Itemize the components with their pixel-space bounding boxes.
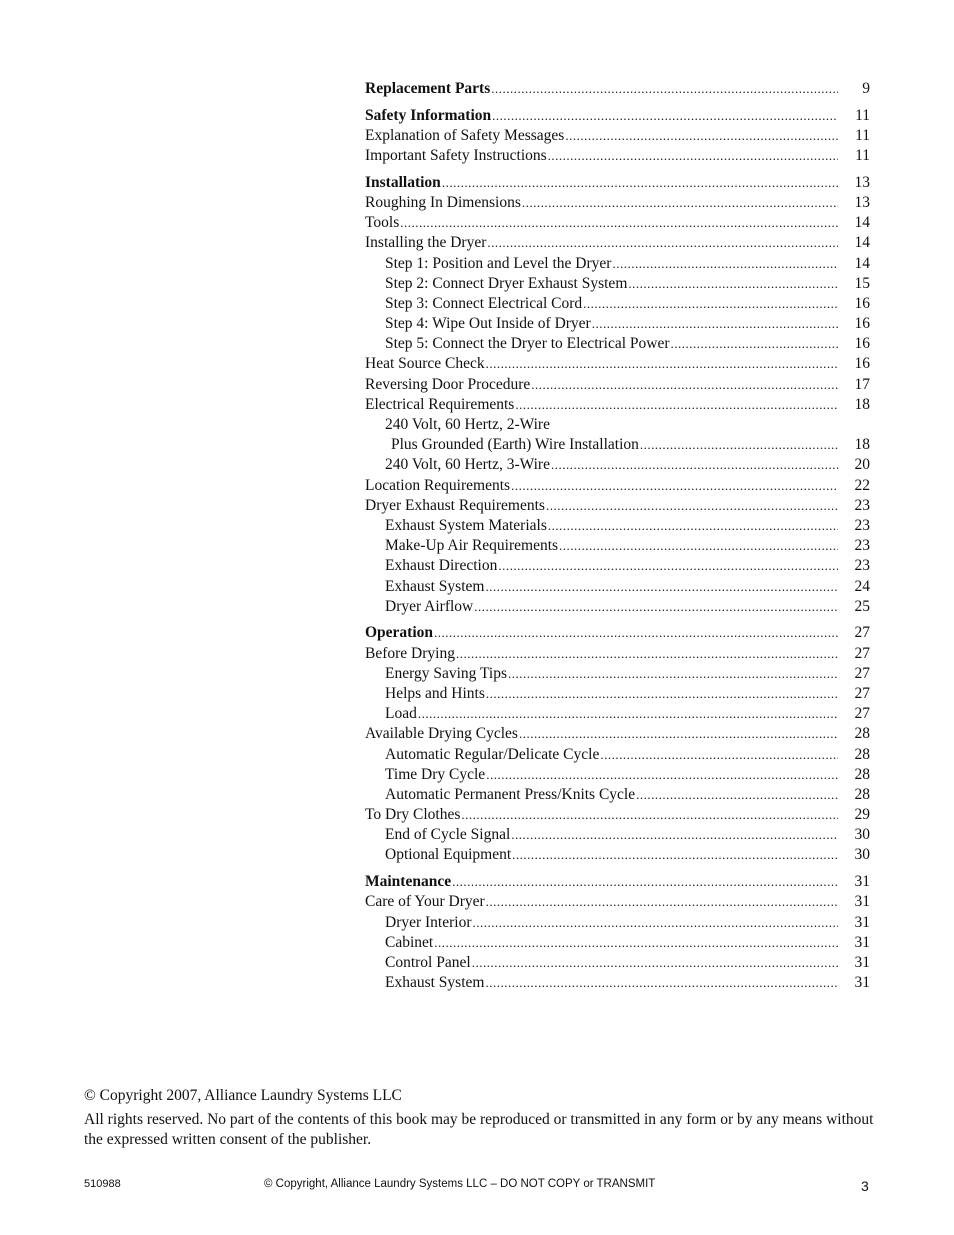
toc-entry bbox=[365, 274, 870, 294]
toc-entry-title: Available Drying Cycles bbox=[365, 725, 518, 743]
toc-dot-leader bbox=[640, 435, 838, 455]
toc-entry-title: Automatic Regular/Delicate Cycle bbox=[385, 745, 600, 763]
toc-entry bbox=[365, 496, 870, 516]
toc-entry-page: 28 bbox=[854, 765, 870, 783]
toc-entry bbox=[365, 953, 870, 973]
toc-entry bbox=[365, 294, 870, 314]
toc-entry-title: Important Safety Instructions bbox=[365, 147, 547, 165]
toc-dot-leader bbox=[400, 213, 838, 233]
toc-dot-leader bbox=[434, 933, 838, 953]
toc-entry-title: Before Drying bbox=[365, 644, 455, 662]
footer-copyright-notice: © Copyright, Alliance Laundry Systems LLC – DO NOT COPY or TRANSMIT bbox=[264, 1178, 656, 1190]
toc-entry bbox=[365, 577, 870, 597]
toc-entry-title: Electrical Requirements bbox=[365, 395, 515, 413]
toc-entry bbox=[365, 805, 870, 825]
toc-entry-title: Operation bbox=[365, 624, 434, 642]
toc-entry-page: 16 bbox=[854, 335, 870, 353]
toc-dot-leader bbox=[628, 274, 838, 294]
toc-entry-page: 28 bbox=[854, 785, 870, 803]
toc-entry bbox=[365, 724, 870, 744]
toc-entry-title: 240 Volt, 60 Hertz, 2-Wire bbox=[385, 416, 550, 433]
toc-dot-leader bbox=[511, 825, 838, 845]
toc-entry-title: Safety Information bbox=[365, 106, 492, 124]
toc-entry bbox=[365, 892, 870, 912]
toc-entry-page: 13 bbox=[854, 193, 870, 211]
toc-entry-title: Dryer Airflow bbox=[385, 597, 474, 615]
toc-entry bbox=[365, 314, 870, 334]
toc-entry-title: Make-Up Air Requirements bbox=[385, 537, 559, 555]
toc-dot-leader bbox=[474, 597, 838, 617]
toc-entry-page: 31 bbox=[854, 953, 870, 971]
toc-dot-leader bbox=[472, 953, 838, 973]
toc-dot-leader bbox=[600, 745, 838, 765]
toc-entry-page: 23 bbox=[854, 537, 870, 555]
toc-entry-title: Energy Saving Tips bbox=[385, 664, 508, 682]
toc-entry bbox=[365, 435, 870, 455]
toc-entry-title: Roughing In Dimensions bbox=[365, 193, 521, 211]
toc-entry-page: 13 bbox=[854, 173, 870, 191]
toc-entry bbox=[365, 334, 870, 354]
toc-entry-page: 22 bbox=[854, 476, 870, 494]
toc-entry bbox=[365, 79, 870, 99]
toc-dot-leader bbox=[486, 684, 838, 704]
toc-entry-title: Step 2: Connect Dryer Exhaust System bbox=[385, 274, 628, 292]
toc-entry bbox=[365, 933, 870, 953]
toc-entry-title: Step 4: Wipe Out Inside of Dryer bbox=[385, 315, 591, 333]
toc-entry bbox=[365, 536, 870, 556]
toc-entry-page: 24 bbox=[854, 577, 870, 595]
toc-entry bbox=[365, 973, 870, 993]
toc-entry-page: 27 bbox=[854, 705, 870, 723]
toc-entry bbox=[365, 623, 870, 643]
toc-entry bbox=[365, 872, 870, 892]
toc-entry-page: 16 bbox=[854, 294, 870, 312]
toc-entry-title: Exhaust System bbox=[385, 577, 485, 595]
toc-dot-leader bbox=[486, 765, 838, 785]
toc-dot-leader bbox=[491, 79, 838, 99]
toc-dot-leader bbox=[461, 805, 838, 825]
toc-entry-page: 31 bbox=[854, 974, 870, 992]
toc-dot-leader bbox=[583, 294, 838, 314]
toc-entry bbox=[365, 845, 870, 865]
toc-entry-title: Care of Your Dryer bbox=[365, 893, 485, 911]
table-of-contents bbox=[365, 79, 870, 993]
footer-document-number: 510988 bbox=[84, 1178, 121, 1190]
toc-dot-leader bbox=[548, 146, 838, 166]
toc-dot-leader bbox=[485, 577, 838, 597]
toc-entry bbox=[365, 455, 870, 475]
toc-dot-leader bbox=[486, 892, 838, 912]
toc-entry bbox=[365, 354, 870, 374]
copyright-line: © Copyright 2007, Alliance Laundry Systems LLC bbox=[84, 1087, 402, 1104]
toc-dot-leader bbox=[492, 106, 838, 126]
toc-dot-leader bbox=[522, 193, 838, 213]
toc-entry bbox=[365, 375, 870, 395]
toc-dot-leader bbox=[456, 644, 838, 664]
toc-entry-page: 31 bbox=[854, 893, 870, 911]
toc-entry bbox=[365, 233, 870, 253]
toc-entry-title: Replacement Parts bbox=[365, 80, 491, 97]
toc-entry-title: Time Dry Cycle bbox=[385, 765, 486, 783]
toc-entry-page: 31 bbox=[854, 873, 870, 891]
toc-entry bbox=[365, 785, 870, 805]
toc-entry-title: Exhaust System bbox=[385, 974, 485, 992]
toc-entry-title: Plus Grounded (Earth) Wire Installation bbox=[391, 436, 639, 454]
toc-entry-page: 28 bbox=[854, 725, 870, 743]
toc-entry-title: Dryer Interior bbox=[385, 913, 472, 931]
toc-dot-leader bbox=[565, 126, 838, 146]
toc-entry-page: 30 bbox=[854, 826, 870, 844]
toc-dot-leader bbox=[512, 845, 838, 865]
toc-entry-title: Helps and Hints bbox=[385, 684, 485, 702]
toc-entry-page: 18 bbox=[854, 395, 870, 413]
toc-entry-title: Heat Source Check bbox=[365, 355, 485, 373]
toc-dot-leader bbox=[592, 314, 838, 334]
toc-entry bbox=[365, 126, 870, 146]
toc-entry-title: Automatic Permanent Press/Knits Cycle bbox=[385, 785, 636, 803]
toc-dot-leader bbox=[671, 334, 838, 354]
toc-entry-page: 27 bbox=[854, 624, 870, 642]
copyright-notice bbox=[84, 1086, 874, 1151]
toc-entry-title: Reversing Door Procedure bbox=[365, 375, 531, 393]
toc-dot-leader bbox=[511, 476, 838, 496]
toc-dot-leader bbox=[442, 173, 838, 193]
toc-entry bbox=[365, 193, 870, 213]
toc-dot-leader bbox=[612, 254, 838, 274]
toc-entry-page: 23 bbox=[854, 516, 870, 534]
toc-entry-title: Exhaust Direction bbox=[385, 557, 498, 575]
toc-entry bbox=[365, 825, 870, 845]
toc-entry-page: 11 bbox=[855, 126, 870, 144]
toc-entry bbox=[365, 213, 870, 233]
toc-entry bbox=[365, 146, 870, 166]
toc-entry bbox=[365, 395, 870, 415]
toc-entry-title: Installation bbox=[365, 173, 441, 191]
toc-entry-title: Dryer Exhaust Requirements bbox=[365, 496, 545, 514]
toc-entry-page: 25 bbox=[854, 597, 870, 615]
toc-entry-title: End of Cycle Signal bbox=[385, 826, 511, 844]
toc-entry-title: Tools bbox=[365, 214, 400, 232]
toc-entry-page: 11 bbox=[855, 147, 870, 165]
toc-dot-leader bbox=[434, 623, 838, 643]
toc-entry-title: 240 Volt, 60 Hertz, 3-Wire bbox=[385, 456, 550, 474]
toc-entry-title: Optional Equipment bbox=[385, 846, 512, 864]
toc-dot-leader bbox=[485, 973, 838, 993]
toc-entry-page: 14 bbox=[854, 214, 870, 232]
toc-entry-page: 23 bbox=[854, 557, 870, 575]
toc-entry bbox=[365, 415, 870, 435]
toc-entry-page: 15 bbox=[854, 274, 870, 292]
toc-entry-page: 20 bbox=[854, 456, 870, 474]
toc-entry bbox=[365, 476, 870, 496]
toc-entry-title: Control Panel bbox=[385, 953, 471, 971]
toc-entry bbox=[365, 516, 870, 536]
toc-dot-leader bbox=[636, 785, 838, 805]
toc-dot-leader bbox=[531, 375, 838, 395]
toc-dot-leader bbox=[519, 724, 838, 744]
toc-entry-title: Exhaust System Materials bbox=[385, 516, 547, 534]
toc-dot-leader bbox=[546, 496, 838, 516]
footer-page-number: 3 bbox=[861, 1178, 869, 1194]
toc-dot-leader bbox=[498, 556, 838, 576]
toc-entry bbox=[365, 664, 870, 684]
toc-entry bbox=[365, 173, 870, 193]
toc-dot-leader bbox=[515, 395, 838, 415]
toc-entry-page: 31 bbox=[854, 913, 870, 931]
toc-entry-page: 11 bbox=[855, 106, 870, 124]
toc-entry-title: Explanation of Safety Messages bbox=[365, 126, 565, 144]
toc-entry-title: Maintenance bbox=[365, 873, 452, 891]
toc-entry bbox=[365, 254, 870, 274]
toc-entry-title: Location Requirements bbox=[365, 476, 511, 494]
toc-entry-page: 27 bbox=[854, 684, 870, 702]
toc-entry-title: Cabinet bbox=[385, 933, 434, 951]
toc-entry-page: 23 bbox=[854, 496, 870, 514]
toc-entry bbox=[365, 644, 870, 664]
toc-entry-page: 29 bbox=[854, 806, 870, 824]
toc-entry bbox=[365, 745, 870, 765]
toc-entry-title: Load bbox=[385, 705, 417, 723]
toc-dot-leader bbox=[548, 516, 838, 536]
toc-dot-leader bbox=[559, 536, 838, 556]
toc-entry-page: 27 bbox=[854, 664, 870, 682]
toc-dot-leader bbox=[452, 872, 838, 892]
rights-reserved-text: All rights reserved. No part of the contents of this book may be reproduced or transmitted in any form or by any means without the expressed written consent of the publisher. bbox=[84, 1110, 874, 1148]
toc-entry-page: 30 bbox=[854, 846, 870, 864]
toc-entry-page: 9 bbox=[862, 80, 870, 97]
toc-entry-title: Step 3: Connect Electrical Cord bbox=[385, 294, 583, 312]
toc-entry-page: 28 bbox=[854, 745, 870, 763]
toc-entry bbox=[365, 597, 870, 617]
toc-dot-leader bbox=[508, 664, 838, 684]
toc-dot-leader bbox=[418, 704, 838, 724]
toc-entry-title: Step 1: Position and Level the Dryer bbox=[385, 254, 612, 272]
toc-dot-leader bbox=[487, 233, 838, 253]
toc-entry bbox=[365, 765, 870, 785]
toc-entry-title: To Dry Clothes bbox=[365, 806, 461, 824]
toc-entry bbox=[365, 684, 870, 704]
toc-entry-page: 16 bbox=[854, 355, 870, 373]
toc-entry bbox=[365, 556, 870, 576]
toc-entry bbox=[365, 106, 870, 126]
toc-dot-leader bbox=[486, 354, 838, 374]
toc-entry bbox=[365, 704, 870, 724]
toc-entry bbox=[365, 913, 870, 933]
toc-entry-page: 14 bbox=[854, 254, 870, 272]
toc-entry-page: 31 bbox=[854, 933, 870, 951]
toc-entry-page: 27 bbox=[854, 644, 870, 662]
toc-entry-page: 16 bbox=[854, 315, 870, 333]
toc-entry-page: 17 bbox=[854, 375, 870, 393]
toc-entry-page: 18 bbox=[854, 436, 870, 454]
toc-dot-leader bbox=[551, 455, 838, 475]
toc-entry-title: Installing the Dryer bbox=[365, 234, 487, 252]
toc-entry-page: 14 bbox=[854, 234, 870, 252]
toc-dot-leader bbox=[473, 913, 839, 933]
toc-entry-title: Step 5: Connect the Dryer to Electrical Power bbox=[385, 335, 670, 353]
